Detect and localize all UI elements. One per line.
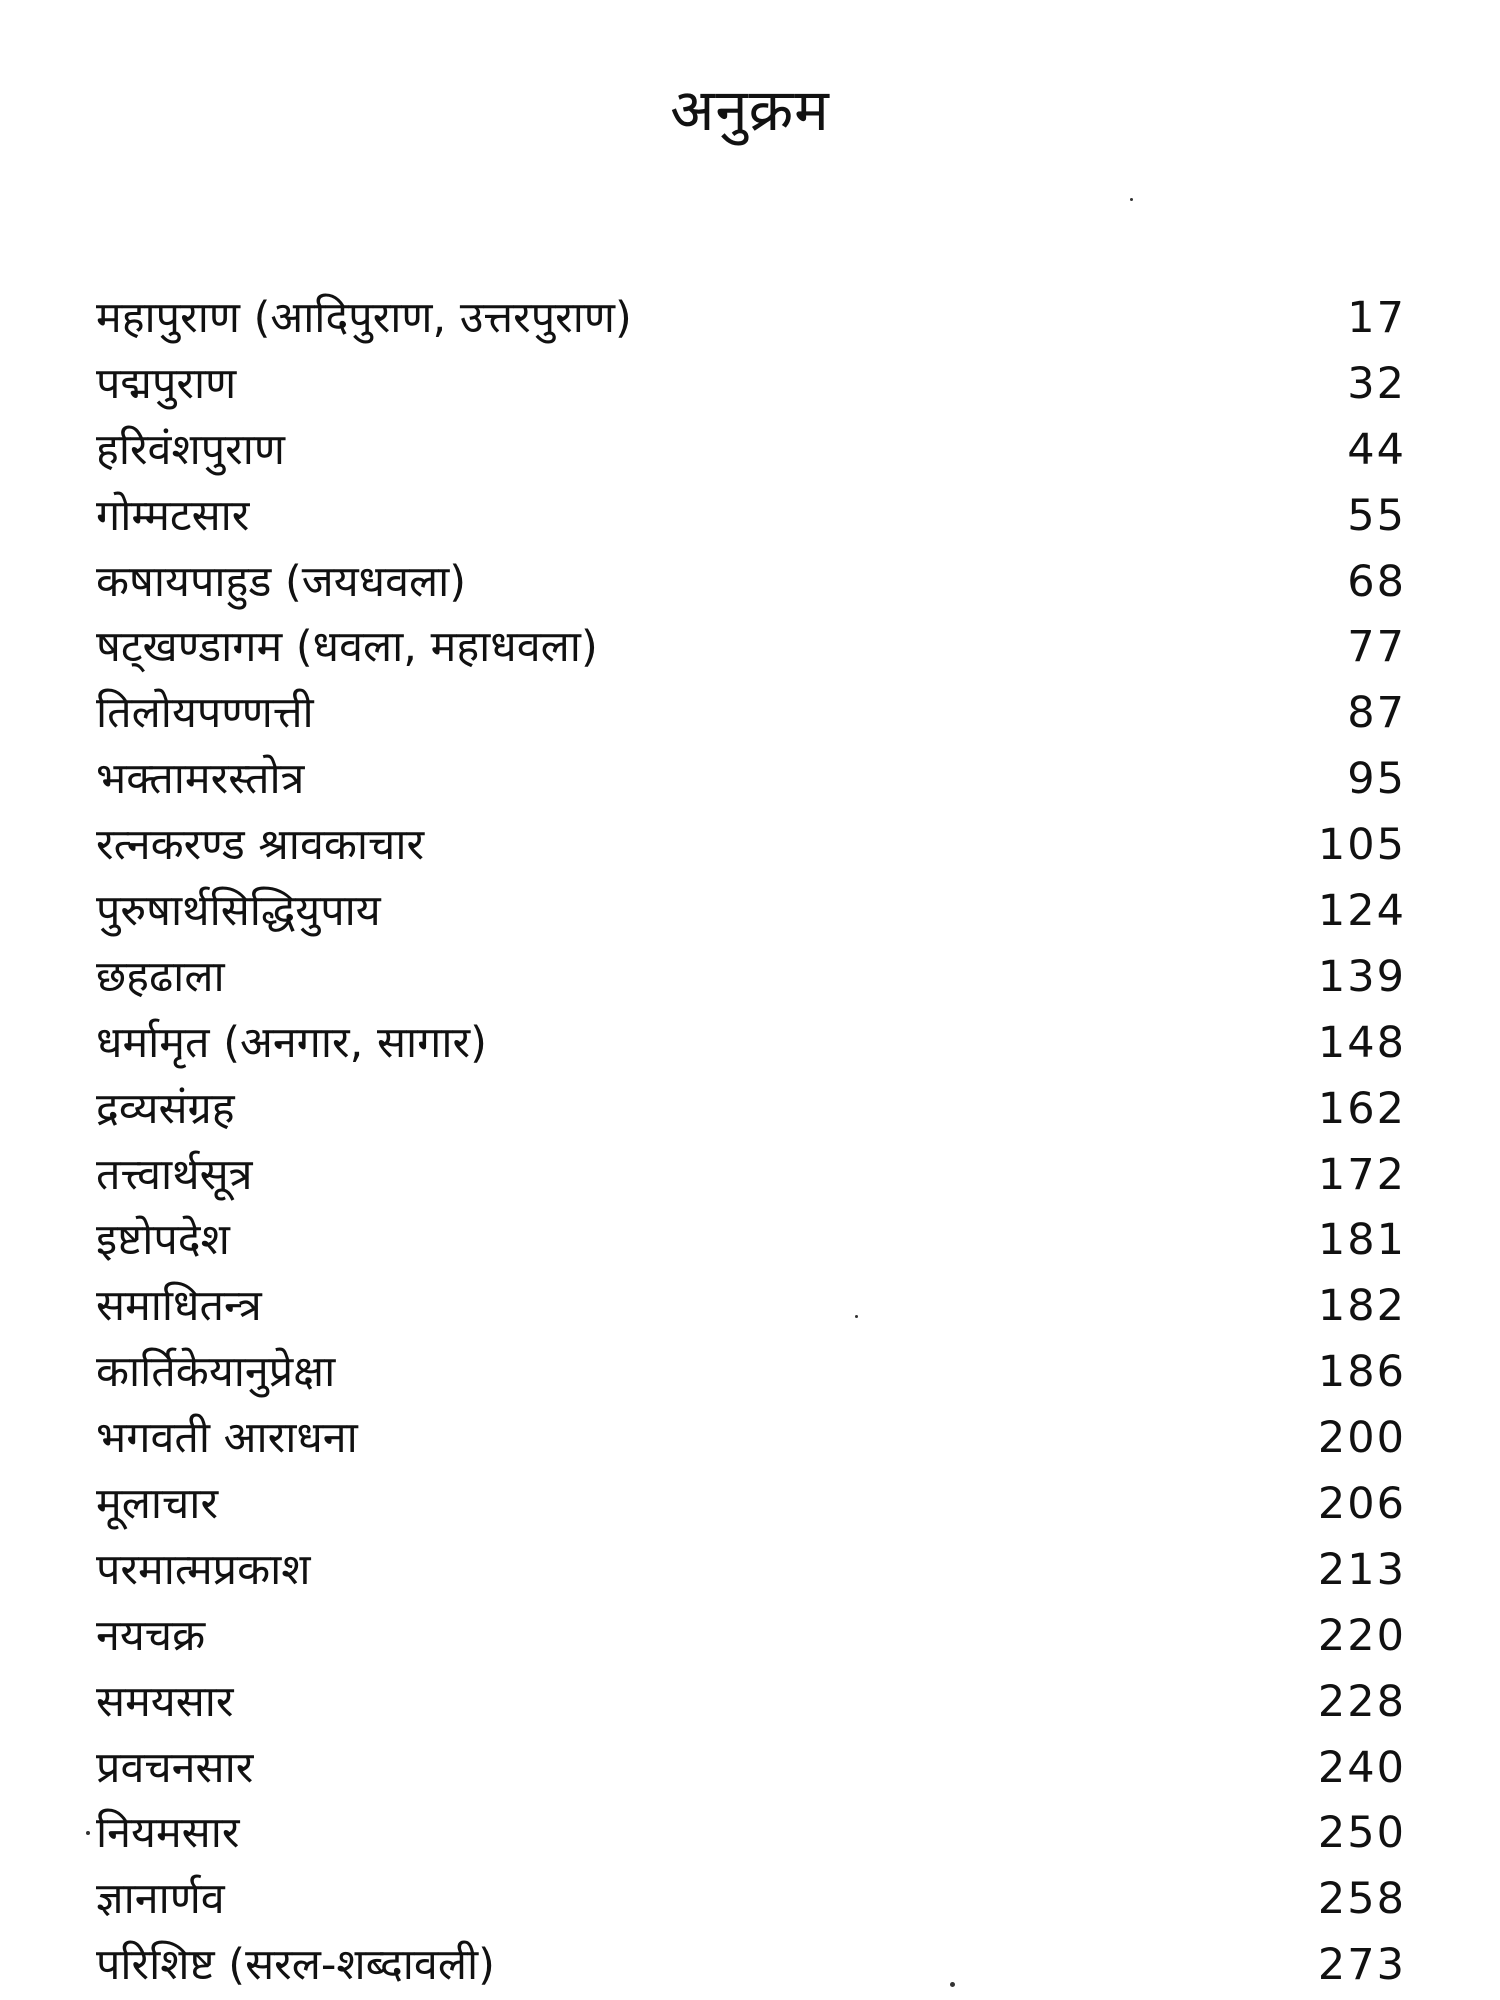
toc-entry [96,1670,1406,1736]
toc-entry [96,747,1406,813]
toc-entry [96,813,1406,879]
toc-entry-page: 182 [1317,1281,1406,1332]
toc-entry-page: 32 [1347,358,1406,409]
toc-entry-page: 124 [1317,886,1406,937]
toc-entry [96,1406,1406,1472]
toc-entry [96,1274,1406,1340]
toc-entry-title: धर्मामृत (अनगार, सागार) [96,1017,487,1068]
toc-entry-page: 240 [1317,1742,1406,1793]
toc-entry-page: 17 [1347,293,1406,343]
toc-entry-page: 172 [1317,1149,1406,1200]
toc-entry [96,1077,1406,1143]
scan-speck [86,1831,90,1835]
toc-entry [96,418,1406,484]
toc-entry-title: परिशिष्ट (सरल-शब्दावली) [96,1940,495,1991]
toc-entry [96,879,1406,945]
toc-entry-page: 44 [1347,424,1406,475]
toc-entry-title: परमात्मप्रकाश [96,1544,311,1595]
toc-entry-page: 68 [1347,556,1406,607]
toc-entry [96,352,1406,418]
scan-speck [950,1982,955,1987]
toc-entry-title: समाधितन्त्र [96,1281,262,1332]
toc-entry-page: 87 [1347,688,1406,739]
toc-entry-title: छहढाला [96,951,225,1002]
scan-speck [855,1315,858,1318]
toc-entry-page: 200 [1317,1413,1406,1464]
toc-entry-page: 220 [1317,1610,1406,1661]
toc-entry-page: 228 [1317,1676,1406,1727]
toc-entry-page: 162 [1317,1083,1406,1134]
toc-entry-page: 77 [1347,622,1406,673]
toc-entry-page: 273 [1317,1940,1406,1991]
toc-entry [96,1538,1406,1604]
toc-entry-title: समयसार [96,1676,234,1727]
toc-entry-title: प्रवचनसार [96,1742,254,1793]
scan-speck [1130,198,1133,201]
toc-entry-title: महापुराण (आदिपुराण, उत्तरपुराण) [96,293,632,343]
toc-entry-title: तिलोयपण्णत्ती [96,688,314,739]
toc-entry [96,286,1406,352]
toc-entry-title: रत्नकरण्ड श्रावकाचार [96,820,425,871]
toc-entry-page: 250 [1317,1808,1406,1859]
toc-entry-page: 181 [1317,1215,1406,1266]
toc-entry-page: 95 [1347,754,1406,805]
toc-entry-page: 105 [1317,820,1406,871]
page-title: अनुक्रम [670,76,830,144]
toc-entry-title: नयचक्र [96,1610,206,1661]
toc-entry-title: कार्तिकेयानुप्रेक्षा [96,1347,336,1398]
toc-entry [96,615,1406,681]
toc-entry [96,1340,1406,1406]
toc-entry [96,681,1406,747]
toc-entry [96,1604,1406,1670]
toc-entry-title: गोम्मटसार [96,490,250,541]
toc-entry-title: हरिवंशपुराण [96,424,285,475]
table-of-contents [96,286,1406,1999]
toc-entry [96,1472,1406,1538]
toc-entry [96,1011,1406,1077]
toc-entry-page: 258 [1317,1874,1406,1925]
toc-entry-title: इष्टोपदेश [96,1215,230,1266]
toc-entry-page: 55 [1347,490,1406,541]
toc-entry-title: कषायपाहुड (जयधवला) [96,556,467,607]
toc-entry-title: ज्ञानार्णव [96,1874,225,1925]
toc-entry-title: नियमसार [96,1808,240,1859]
toc-entry-title: पद्मपुराण [96,358,237,409]
toc-entry [96,945,1406,1011]
toc-entry-title: मूलाचार [96,1479,219,1530]
toc-entry [96,1867,1406,1933]
toc-entry-page: 186 [1317,1347,1406,1398]
toc-entry-page: 139 [1317,951,1406,1002]
toc-entry-title: पुरुषार्थसिद्धियुपाय [96,886,381,937]
toc-entry-title: भगवती आराधना [96,1413,358,1464]
toc-entry [96,550,1406,616]
toc-entry-page: 206 [1317,1479,1406,1530]
toc-entry-title: षट्खण्डागम (धवला, महाधवला) [96,622,598,673]
toc-entry [96,1143,1406,1209]
toc-entry [96,484,1406,550]
toc-entry-title: द्रव्यसंग्रह [96,1083,235,1134]
toc-entry-title: तत्त्वार्थसूत्र [96,1149,253,1200]
toc-entry [96,1208,1406,1274]
toc-entry-page: 213 [1317,1544,1406,1595]
toc-entry [96,1933,1406,1999]
toc-entry-page: 148 [1317,1017,1406,1068]
toc-entry-title: भक्तामरस्तोत्र [96,754,305,805]
toc-entry [96,1736,1406,1802]
toc-entry [96,1801,1406,1867]
